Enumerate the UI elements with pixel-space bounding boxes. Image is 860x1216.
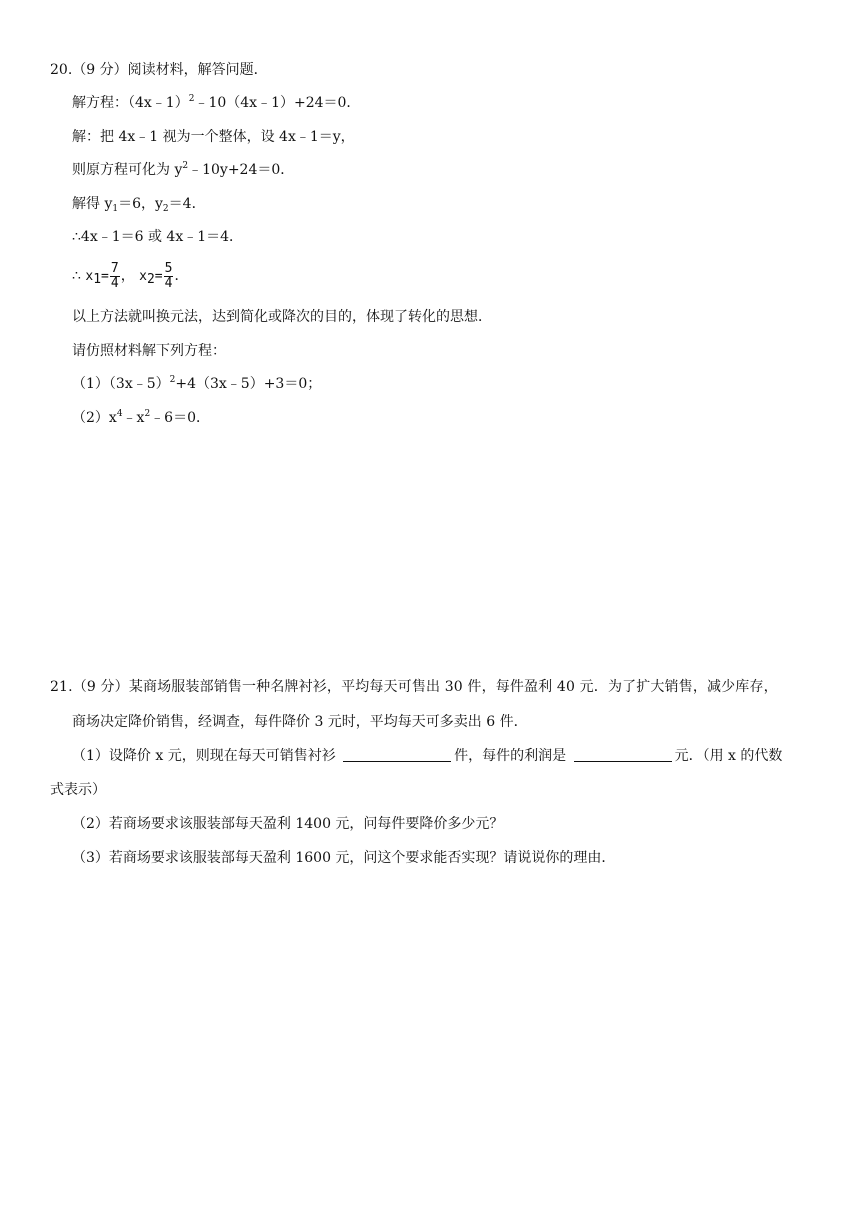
fraction-7-4: $\frac{7}{4}$ [110,260,119,291]
question-21-header: 21.（9 分）某商场服装部销售一种名牌衬衫，平均每天可售出 30 件，每件盈利 40 元．为了扩大销售，减少库存， [50,679,778,695]
q20-roots-x: ∴ $x_1=$ $\frac{7}{4}$ ， $x_2=$ $\frac{5}{4}$ ． [72,260,189,291]
q20-solution-intro: 解：把 4x﹣1 视为一个整体，设 4x﹣1＝y， [72,129,355,145]
q20-part-1: （1）（3x﹣5）$^2$+4（3x﹣5）+3＝0； [72,375,322,392]
q21-part-3: （3）若商场要求该服装部每天盈利 1600 元，问这个要求能否实现？请说说你的理由． [72,850,616,866]
q20-equation-line: 解方程：（4x﹣1）$^2$﹣10（4x﹣1）+24＝0． [72,94,361,111]
q21-part-1-continued: 式表示） [50,782,106,798]
q20-roots-y: 解得 $y_1=6$，$y_2=4$． [72,196,206,214]
answer-blank-quantity[interactable] [343,747,451,762]
answer-blank-profit[interactable] [574,747,672,762]
q21-context: 商场决定降价销售，经调查，每件降价 3 元时，平均每天可多卖出 6 件． [72,714,528,730]
q20-instruction: 请仿照材料解下列方程： [72,343,226,359]
q21-part-1: （1）设降价 x 元，则现在每天可销售衬衫 件，每件的利润是 元．（用 x 的代数 [72,748,783,764]
fraction-5-4: $\frac{5}{4}$ [164,260,173,291]
question-20-header: 20.（9 分）阅读材料，解答问题． [50,62,268,78]
q20-back-substitution: ∴4x﹣1＝6 或 4x﹣1＝4． [72,229,244,245]
q20-part-2: $(2)x^4﹣x^2﹣6=0$． [72,409,211,426]
q20-transformed-equation: 则原方程可化为 $y^2﹣10y+24=0$． [72,161,295,178]
q20-method-note: 以上方法就叫换元法，达到简化或降次的目的，体现了转化的思想． [72,309,492,325]
q21-part-2: （2）若商场要求该服装部每天盈利 1400 元，问每件要降价多少元？ [72,816,504,832]
